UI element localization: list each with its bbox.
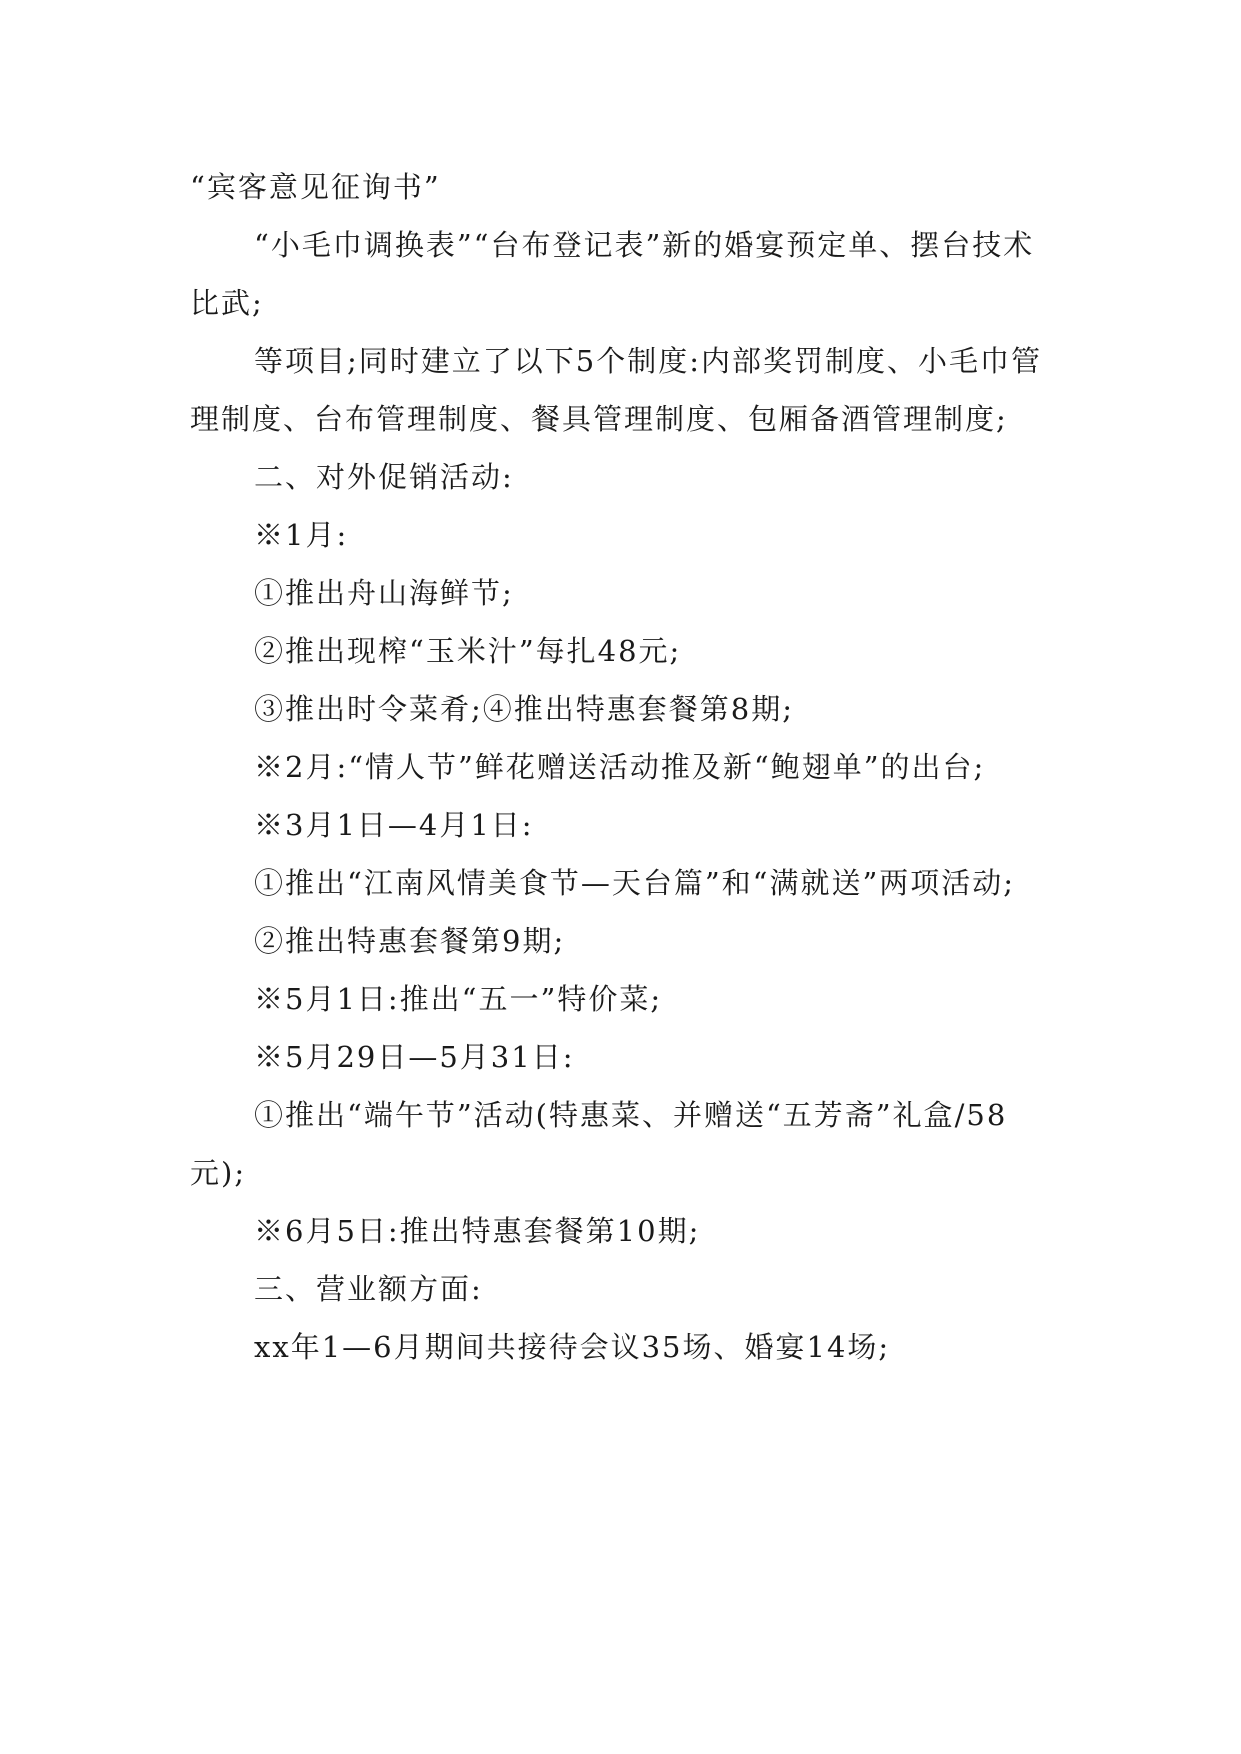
document-body	[190, 158, 1052, 1376]
paragraph-14: ※5月29日—5月31日:	[254, 1040, 575, 1074]
paragraph-4: 二、对外促销活动:	[254, 460, 514, 494]
paragraph-15: ①推出“端午节”活动(特惠菜、并赠送“五芳斋”礼盒/58元);	[190, 1098, 1008, 1190]
paragraph-17: 三、营业额方面:	[254, 1272, 483, 1306]
paragraph-13: ※5月1日:推出“五一”特价菜;	[254, 982, 663, 1016]
paragraph-1: “宾客意见征询书”	[190, 170, 441, 204]
paragraph-9: ※2月:“情人节”鲜花赠送活动推及新“鲍翅单”的出台;	[254, 750, 986, 784]
paragraph-5: ※1月:	[254, 518, 349, 552]
paragraph-18: xx年1—6月期间共接待会议35场、婚宴14场;	[254, 1330, 891, 1364]
paragraph-12: ②推出特惠套餐第9期;	[254, 924, 566, 958]
paragraph-11: ①推出“江南风情美食节—天台篇”和“满就送”两项活动;	[254, 866, 1016, 900]
paragraph-3: 等项目;同时建立了以下5个制度:内部奖罚制度、小毛巾管理制度、台布管理制度、餐具管理制度、包厢备酒管理制度;	[190, 344, 1042, 436]
paragraph-10: ※3月1日—4月1日:	[254, 808, 534, 842]
paragraph-8: ③推出时令菜肴;④推出特惠套餐第8期;	[254, 692, 794, 726]
paragraph-6: ①推出舟山海鲜节;	[254, 576, 514, 610]
paragraph-2: “小毛巾调换表”“台布登记表”新的婚宴预定单、摆台技术比武;	[190, 228, 1035, 320]
paragraph-16: ※6月5日:推出特惠套餐第10期;	[254, 1214, 701, 1248]
paragraph-7: ②推出现榨“玉米汁”每扎48元;	[254, 634, 682, 668]
